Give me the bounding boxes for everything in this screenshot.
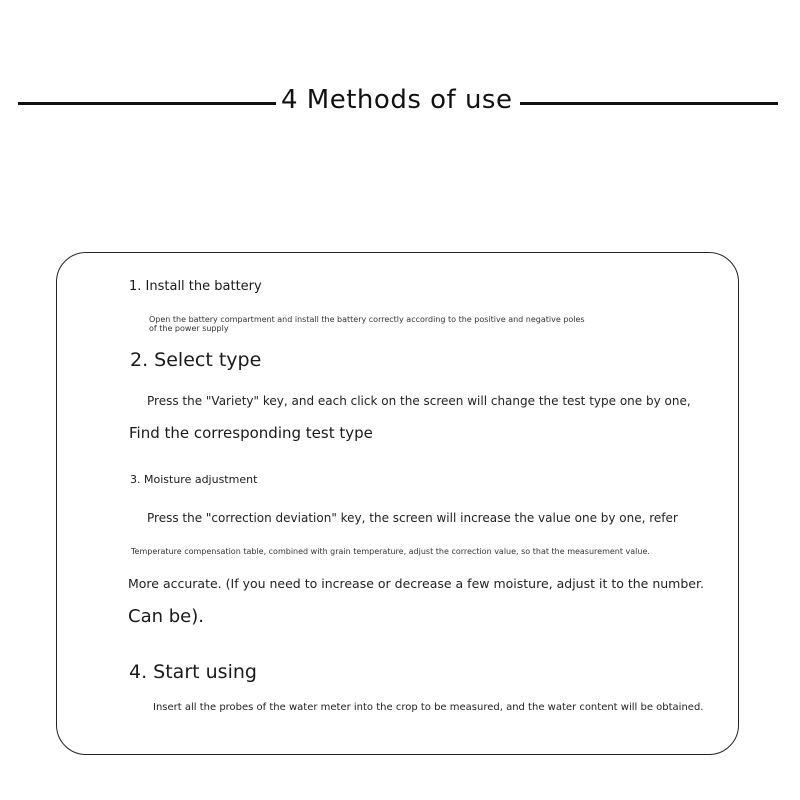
step-3-heading: 3. Moisture adjustment	[130, 473, 258, 486]
title-divider-left	[18, 102, 276, 105]
step-4-text-line-1: Insert all the probes of the water meter into the crop to be measured, and the water content will be obtained.	[153, 702, 704, 713]
step-1-text-line-1: Open the battery compartment and install the battery correctly according to the positive and negative poles	[149, 315, 585, 324]
title-divider-right	[520, 102, 778, 105]
step-1-heading: 1. Install the battery	[129, 279, 262, 294]
step-3-text-line-1: Press the "correction deviation" key, the screen will increase the value one by one, refer	[147, 511, 678, 525]
section-title: 4 Methods of use	[281, 85, 513, 115]
step-2-text-line-2: Find the corresponding test type	[129, 424, 373, 442]
step-3-text-line-4: Can be).	[128, 606, 204, 627]
step-2-text-line-1: Press the "Variety" key, and each click on the screen will change the test type one by one,	[147, 394, 691, 408]
step-4-heading: 4. Start using	[129, 661, 257, 683]
section-title-row	[0, 80, 800, 130]
step-1-text-line-2: of the power supply	[149, 324, 229, 333]
step-2-heading: 2. Select type	[130, 349, 262, 371]
instructions-card	[56, 252, 739, 755]
step-3-text-line-3: More accurate. (If you need to increase or decrease a few moisture, adjust it to the number.	[128, 576, 704, 591]
step-3-text-line-2: Temperature compensation table, combined with grain temperature, adjust the correction value, so that the measurement value.	[131, 547, 650, 556]
